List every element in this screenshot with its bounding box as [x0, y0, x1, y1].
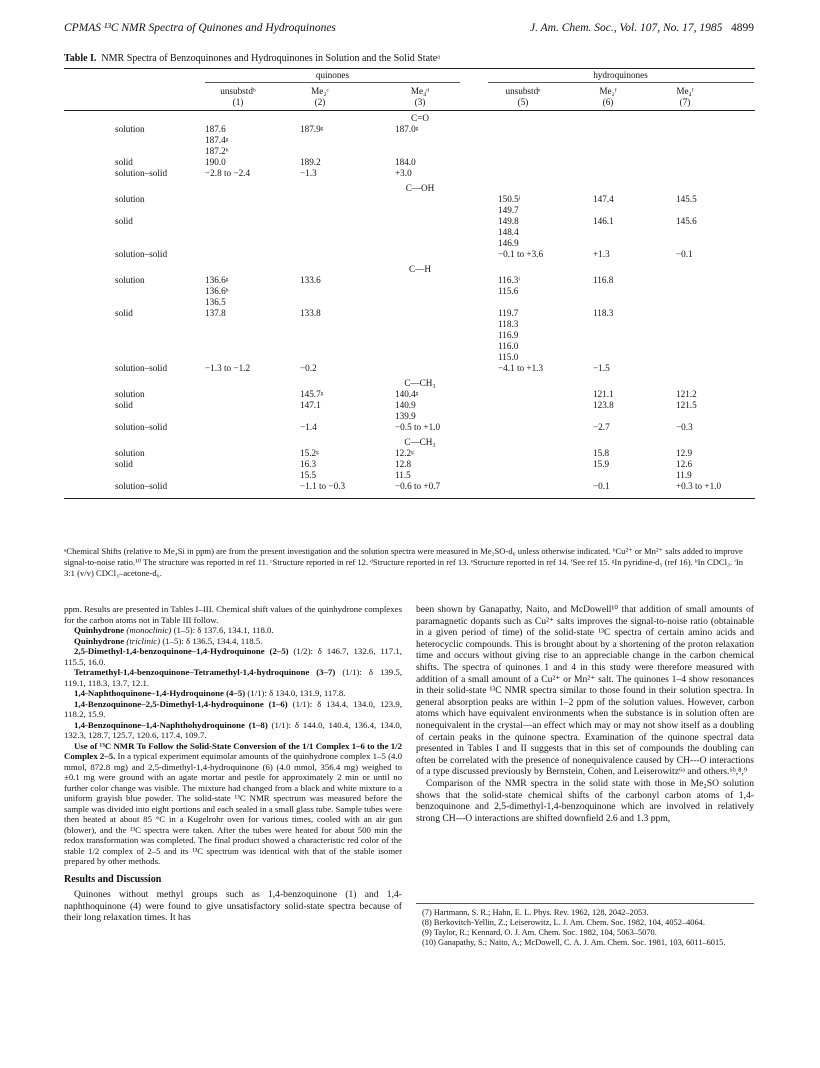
table-cell: 116.9 [498, 330, 519, 340]
use-heading: Use of ¹³C NMR To Follow the Solid-State Conversion of the 1/1 Complex 1–6 to the 1/2 Complex 2–5. [64, 740, 402, 761]
table-cell: 116.0 [498, 341, 519, 351]
compound-qualifier: (triclinic) [126, 635, 161, 646]
table-cell: −1.3 [300, 168, 317, 178]
column-header-name: unsubstdᵇ [220, 86, 256, 96]
row-label: solution [115, 275, 145, 285]
compound-shifts: (1/1): δ 134.0, 131.9, 117.8. [247, 688, 346, 698]
table-cell: 118.3 [498, 319, 519, 329]
compound-name: Tetramethyl-1,4-benzoquinone–Tetramethyl-1,4-hydroquinone (3–7) [74, 667, 336, 677]
running-header [64, 22, 754, 38]
left-column [64, 604, 402, 924]
row-label: solution–solid [115, 422, 168, 432]
table-cell: 187.0ᵍ [395, 124, 419, 134]
section-title: C—H [409, 264, 431, 274]
table-cell: +3.0 [395, 168, 412, 178]
table-cell: 123.8 [593, 400, 614, 410]
table-cell: 187.6 [205, 124, 226, 134]
table-cell: 184.0 [395, 157, 416, 167]
compound-entry [64, 625, 402, 636]
row-label: solution [115, 124, 145, 134]
compound-name: Quinhydrone [74, 625, 125, 635]
row-label: solution–solid [115, 363, 168, 373]
column-header-number: (7) [679, 97, 691, 107]
table-cell: 140.9 [395, 400, 416, 410]
compound-list [64, 625, 402, 741]
table-cell: 119.7 [498, 308, 519, 318]
table-cell: −1.3 to −1.2 [205, 363, 251, 373]
group-header-quinones: quinones [315, 70, 350, 80]
table-cell: −0.5 to +1.0 [395, 422, 441, 432]
compound-name: 1,4-Benzoquinone–1,4-Naphthohydroquinone (1–8) [74, 719, 268, 730]
results-heading: Results and Discussion [64, 873, 162, 885]
column-header-number: (5) [517, 97, 529, 107]
column-header-name: unsubstdᵉ [505, 86, 541, 96]
table-cell: 149.8 [498, 216, 519, 226]
column-header-number: (6) [602, 97, 614, 107]
row-label: solution [115, 194, 145, 204]
page-number: 4899 [731, 22, 754, 34]
results-intro: ppm. Results are presented in Tables I–III. Chemical shift values of the quinhydrone complexes for the carbon atoms not in Table III follow. [64, 604, 402, 625]
table-cell: 133.6 [300, 275, 321, 285]
section-title: C—CH₃ [404, 378, 436, 388]
row-label: solution–solid [115, 168, 168, 178]
row-label: solid [115, 400, 133, 410]
compound-name: 2,5-Dimethyl-1,4-benzoquinone–1,4-Hydroquinone (2–5) [74, 646, 289, 656]
group-header-hydroquinones: hydroquinones [593, 70, 648, 80]
table-cell: 133.8 [300, 308, 321, 318]
table-cell: 136.5 [205, 297, 226, 307]
compound-name: Quinhydrone [74, 635, 125, 646]
row-label: solution–solid [115, 249, 168, 259]
table-cell: 145.7ᵍ [300, 389, 324, 399]
table-cell: 12.8 [395, 459, 412, 469]
compound-name: 1,4-Benzoquinone–2,5-Dimethyl-1,4-hydroquinone (1–6) [74, 698, 288, 709]
table-cell: 116.8 [593, 275, 614, 285]
table-cell: 12.9 [676, 448, 693, 458]
table-cell: 136.6ᵍ [205, 275, 229, 285]
table-cell: 15.5 [300, 470, 317, 480]
table-cell: 146.1 [593, 216, 614, 226]
table-cell: +1.3 [593, 249, 610, 259]
column-header-name: Me₄ᶠ [676, 86, 694, 96]
table-footnote: ᵃChemical Shifts (relative to Me₄Si in ppm) are from the present investigation and the solution spectra were measured in Me₂SO-d₆ unless otherwise indicated. ᵇCu²⁺ or Mn²⁺ salts added to improve signal-to-noise ratio.¹⁰ The structure was reported in ref 11. ᶜStructure reported in ref 12. ᵈStructure reported in ref 13. ᵉStructure reported in ref 14. ᶠSee ref 15. ᵍIn pyridine-d₅ (ref 16). ʰIn CDCl₃. ⁱIn 3:1 (v/v) CDCl₃–acetone-d₆. [64, 546, 744, 578]
results-text: Quinones without methyl groups such as 1,4-benzoquinone (1) and 1,4-naphthoquinone (4) were found to give unsatisfactory solid-state spectra because of their long relaxation times. It has [64, 889, 402, 924]
compound-shifts: (1/2): δ 146.7, 132.6, 117.1, 115.5, 16.0. [64, 646, 403, 667]
table-cell: 121.1 [593, 389, 614, 399]
column-header-number: (2) [314, 97, 326, 107]
table-cell: −1.4 [300, 422, 317, 432]
table-cell: −0.3 [676, 422, 693, 432]
compound-entry [64, 667, 402, 688]
use-text: In a typical experiment equimolar amounts of the quinhydrone complex 1–5 (4.0 mmol, 872.8 mg) and 2,5-dimethyl-1,4-hydroquinone (6) (4.0 mmol, 356.4 mg) weighed to ±0.1 mg were ground with an agate mortar and pestle for approximately 2 min or until no further color change was visible. The mixture had changed from a black and white mixture to a uniform grayish blue powder. The solid-state ¹³C NMR spectrum was measured before the sample was divided into eight portions and each sealed in a small glass tube. Sample tubes were then heated at about 85 °C in a Kugelrohr oven for various times, cooled with an air gun (blower), and the ¹³C spectra were taken. After the tubes were heated for about 500 min the redox transformation was completed. The final product showed a characteristic red color of the stable 1/2 complex of 2–5 and its ¹³C spectrum was identical with that of the stable isomer prepared by other methods. [64, 751, 403, 866]
table-cell: 15.9 [593, 459, 610, 469]
table-cell: −2.8 to −2.4 [205, 168, 251, 178]
compound-shifts: (1–5): δ 136.5, 134.4, 118.5. [162, 635, 263, 646]
table-cell: 146.9 [498, 238, 519, 248]
row-label: solid [115, 459, 133, 469]
table-cell: 190.0 [205, 157, 226, 167]
table-cell: 137.8 [205, 308, 226, 318]
references-rule [416, 903, 754, 904]
compound-name: 1,4-Naphthoquinone–1,4-Hydroquinone (4–5) [74, 688, 246, 698]
table-cell: 187.9ᵍ [300, 124, 324, 134]
table-cell: 139.9 [395, 411, 416, 421]
row-label: solid [115, 308, 133, 318]
section-title: C—OH [405, 183, 435, 193]
table-cell: +0.3 to +1.0 [676, 481, 722, 491]
compound-entry [64, 646, 402, 667]
table-cell: 150.5ⁱ [498, 194, 521, 204]
table-cell: −0.1 [593, 481, 610, 491]
reference-item: (9) Taylor, R.; Kennard, O. J. Am. Chem. Soc. 1982, 104, 5063–5070. [422, 928, 657, 937]
column-header-name: Me₄ᵈ [410, 86, 430, 96]
table-bottom-rule [64, 498, 755, 499]
table-cell: 140.4ᵍ [395, 389, 419, 399]
journal-citation [530, 22, 754, 34]
compound-shifts: (1/1): δ 134.4, 134.0, 123.9, 118.2, 15.9. [64, 698, 402, 719]
row-label: solid [115, 157, 133, 167]
row-label: solution [115, 448, 145, 458]
compound-shifts: (1/1): δ 139.5, 119.1, 118.3, 13.7, 12.1. [64, 667, 402, 688]
reference-item: (7) Hartmann, S. R.; Hahn, E. L. Phys. Rev. 1962, 128, 2042–2053. [422, 908, 649, 917]
table-cell: −0.6 to +0.7 [395, 481, 441, 491]
table-cell: −0.1 [676, 249, 693, 259]
table-label: Table I. [64, 53, 97, 64]
table-top-rule [64, 68, 755, 69]
column-header-name: Me₂ᶠ [599, 86, 617, 96]
column-header-number: (1) [232, 97, 244, 107]
section-title: C=O [411, 113, 429, 123]
discussion-paragraph-1: been shown by Ganapathy, Naito, and McDowell¹⁰ that addition of small amounts of paramagnetic dopants such as Cu²⁺ salts improves the signal-to-noise ratio (obtainable in a given period of time) of the solid-state ¹³C spectra of certain amino acids and heterocyclic compounds. This is brought about by a shortening of the proton relaxation time and occurs without giving rise to an appreciable change in the carbon chemical shifts. The spectra of quinones 1 and 4 in this study were therefore measured with addition of a small amount of a Cu²⁺ or Mn²⁺ salt. The quinones 1–4 show resonances in their solid-state ¹³C NMR spectra similar to those found in their solution spectra. In general absorption peaks are within 1–2 ppm of the solution values. However, carbon atoms which have equivalent environments when the substance is in solution often are nonequivalent in the crystal—an effect which may or may not show itself as a doubling of certain peaks in the quinone spectra. Examination of the quinone spectral data presented in Tables I and II suggests that in this set of compounds the doubling can often be correlated with the presence of nonequivalence caused by CH---O interactions of a type discussed previously by Bernstein, Cohen, and Leiserowitz⁶ᵃ and others.⁶ᵇ,⁸,⁹ [416, 604, 754, 778]
table-cell: −2.7 [593, 422, 610, 432]
table-cell: 11.5 [395, 470, 411, 480]
compound-entry [64, 720, 402, 741]
table-cell: 118.3 [593, 308, 614, 318]
table-title: NMR Spectra of Benzoquinones and Hydroquinones in Solution and the Solid Stateᵃ [101, 53, 440, 64]
compound-shifts: (1/1): δ 144.0, 140.4, 136.4, 134.0, 132.3, 128.7, 125.7, 120.6, 117.4, 109.7. [64, 719, 403, 740]
table-cell: −1.1 to −0.3 [300, 481, 346, 491]
table-cell: 187.4ᵍ [205, 135, 229, 145]
table-cell: 16.3 [300, 459, 317, 469]
table-cell: 145.5 [676, 194, 697, 204]
table-cell: 145.6 [676, 216, 697, 226]
table-cell: 147.1 [300, 400, 321, 410]
right-column [416, 604, 754, 824]
row-label: solution–solid [115, 481, 168, 491]
table-cell: 187.2ʰ [205, 146, 229, 156]
table-cell: 116.3ⁱ [498, 275, 520, 285]
table-cell: −0.2 [300, 363, 317, 373]
group-rule-hydroquinones [488, 82, 754, 83]
discussion-paragraph-2: Comparison of the NMR spectra in the solid state with those in Me₂SO solution shows that the solid-state chemical shifts of the carbonyl carbon atoms of 1,4-benzoquinone and 2,5-dimethyl-1,4-benzoquinone which are involved in relatively strong CH---O interactions are shifted downfield 2.6 and 1.3 ppm, [416, 777, 754, 824]
reference-item: (8) Berkovitch-Yellin, Z.; Leiserowitz, L. J. Am. Chem. Soc. 1982, 104, 4052–4064. [422, 918, 705, 927]
table-caption [64, 53, 754, 64]
table-cell: −4.1 to +1.3 [498, 363, 544, 373]
table-cell: 115.0 [498, 352, 519, 362]
compound-shifts: (1–5): δ 137.6, 134.1, 118.0. [173, 625, 274, 635]
table-cell: 12.2ᵍ [395, 448, 414, 458]
table-cell: 189.2 [300, 157, 321, 167]
references-list [416, 908, 754, 948]
running-title: CPMAS ¹³C NMR Spectra of Quinones and Hydroquinones [64, 22, 336, 34]
table-cell: 15.2ᵍ [300, 448, 319, 458]
table-cell: 121.2 [676, 389, 697, 399]
table-cell: 148.4 [498, 227, 519, 237]
header-bottom-rule [64, 110, 755, 111]
table-cell: 149.7 [498, 205, 519, 215]
table-cell: 115.6 [498, 286, 519, 296]
reference-item: (10) Ganapathy, S.; Naito, A.; McDowell, C. A. J. Am. Chem. Soc. 1981, 103, 6011–6015. [422, 938, 726, 947]
row-label: solid [115, 216, 133, 226]
journal-name: J. Am. Chem. Soc., Vol. 107, No. 17, 1985 [529, 22, 723, 34]
table-cell: 136.6ʰ [205, 286, 229, 296]
compound-entry [64, 636, 402, 647]
column-header-name: Me₂ᶜ [311, 86, 329, 96]
table-cell: 121.5 [676, 400, 697, 410]
table-cell: −0.1 to +3.6 [498, 249, 544, 259]
compound-qualifier: (monoclinic) [126, 625, 172, 635]
table-cell: −1.5 [593, 363, 610, 373]
table-cell: 147.4 [593, 194, 614, 204]
table-cell: 12.6 [676, 459, 693, 469]
group-rule-quinones [205, 82, 460, 83]
column-header-number: (3) [414, 97, 426, 107]
table-cell: 15.8 [593, 448, 610, 458]
row-label: solution [115, 389, 145, 399]
compound-entry [64, 699, 402, 720]
compound-entry [64, 688, 402, 699]
table-cell: 11.9 [676, 470, 692, 480]
section-title: C—CH₃ [404, 437, 436, 447]
use-paragraph [64, 741, 402, 867]
